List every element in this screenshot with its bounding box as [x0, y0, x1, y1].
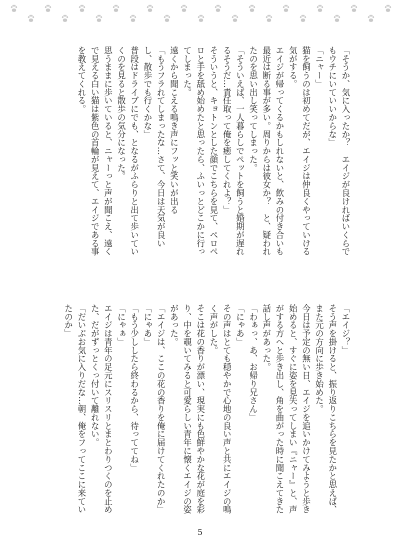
paragraph: 「そうか、気に入ったか？ エイジが良ければいくらでもウチにいていいからな」 [327, 46, 351, 256]
paragraph: 「そういえば、一人暮らしでペットを飼うと婚期が遅れるそうだ…責任取って俺を癒してくれよ？」 [222, 46, 246, 256]
page-number: 5 [197, 528, 203, 537]
paragraph: 思うままに歩いていると、ニャーっと声が聞こえ、遠くで見える白い猫は紫色の首輪が見えて、エイジである事を教えてくれる。 [76, 46, 114, 256]
paragraph: 「エイジは、ここの花の香りを俺に届けてくれたのか」 [156, 304, 167, 514]
paragraph: 普段はドライブにでも、となるがふらりと出て歩いていくのを見ると散歩の気分になった。 [116, 46, 140, 256]
paragraph: そう声を掛けると、振り返りこちらを見たかと思えば、また元の方向に歩き始めた。 [314, 304, 338, 514]
paragraph: 「ニャー」 [314, 46, 325, 88]
paragraph: 「もうフラれてしまったな…さて、今日は天気が良いし、散歩でも行くかな」 [142, 46, 167, 248]
upper-text-block [52, 46, 352, 264]
paragraph: 「にゃあ」 [235, 304, 246, 346]
paragraph: 「にゃぁ」 [116, 304, 127, 346]
paragraph: 遠くから聞こえる鳴き声にフッと笑いが出る [169, 46, 180, 214]
paragraph: 「もう少ししたら終わるから、待っててね」 [129, 304, 140, 472]
paragraph: エイジが帰ってくるかもしれないと、飲みの付き合いも最近は断る事が多い。周りからは彼女か？ と、疑われたのを思い出し笑ってしまった。 [248, 46, 285, 256]
paragraph: 今日は予定の無い日、エイジを追いかけてみようと歩き始めると、すぐに姿を見失ってしまい『ニャー』と、声がする方へと歩き出し、角を曲がった時に聞こえてきた話し声があった。 [261, 304, 312, 514]
paragraph: 猫を飼うのは初めてだが、エイジは仲良くやっていける気がする。 [288, 46, 312, 256]
paragraph: 「にゃあ」 [142, 304, 153, 346]
paragraph: そういうと、キョトンとした顔でこちらを見て、ペロペロと手を舐め始めたと思ったら、ふいっとどこかに行ってしまった。 [182, 46, 219, 256]
paragraph: 「だいぶお気に入りだな…朝、俺をフってここに来ていたのか」 [63, 304, 87, 514]
paragraph: その声はとても穏やかで心地の良い声と共にエイジの鳴く声がした。 [208, 304, 233, 514]
paragraph: エイジは青年の足元にスリスリとまとわりつくのを止めた、だがずっとくっ付いて離れない。 [90, 304, 114, 514]
paragraph: 「わぁっ、あ、お帰り兄さん」 [248, 304, 259, 422]
paragraph: そこは花の香りが漂い、現実にも色鮮やかな花が庭を彩り、中を覗いてみると可愛らしい青年に懐くエイジの姿があった。 [169, 304, 206, 514]
paragraph: 「エイジ？」 [341, 304, 351, 355]
lower-text-block [52, 304, 352, 522]
